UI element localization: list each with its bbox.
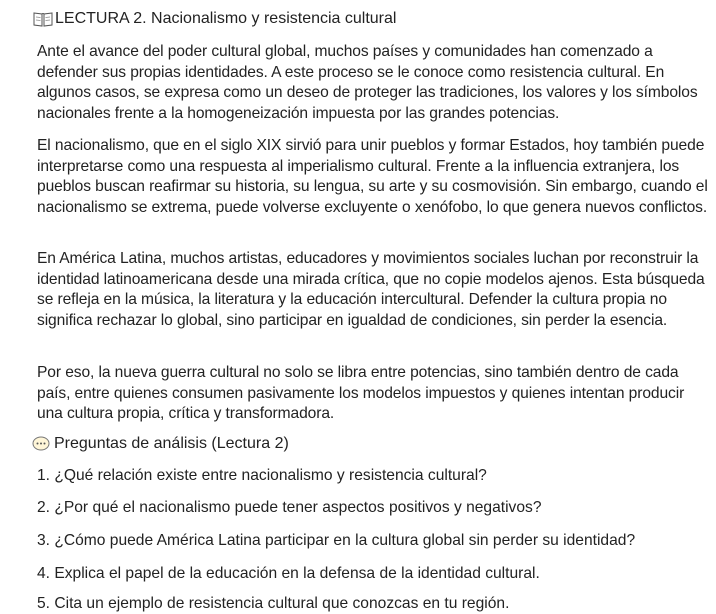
questions-title: Preguntas de análisis (Lectura 2) — [54, 435, 289, 452]
question-item: 5. Cita un ejemplo de resistencia cultural que conozcas en tu región. — [37, 595, 510, 612]
paragraph-4: Por eso, la nueva guerra cultural no solo se libra entre potencias, sino también dentro de cada país, entre quienes consumen pasivamente los modelos impuestos y quienes intentan producir una cultura propia, crítica y transformadora. — [37, 364, 685, 423]
paragraph-2: El nacionalismo, que en el siglo XIX sirvió para unir pueblos y formar Estados, hoy también puede interpretarse como una respuesta al imperialismo cultural. Frente a la influencia extranjera, los pueblos buscan reafirmar su historia, su lengua, su arte y su cosmovisión. Sin embargo, cuando el nacionalismo se extrema, puede volverse excluyente o xenófobo, lo que genera nuevos conflictos. — [37, 137, 708, 216]
speech-bubble-icon — [32, 436, 50, 452]
questions-header — [32, 433, 289, 455]
paragraph-1: Ante el avance del poder cultural global, muchos países y comunidades han comenzado a defender sus propias identidades. A este proceso se le conoce como resistencia cultural. En algunos casos, se expresa como un deseo de proteger las tradiciones, los valores y los símbolos nacionales frente a la homogeneización impuesta por las grandes potencias. — [37, 43, 698, 122]
reading-title: LECTURA 2. Nacionalismo y resistencia cultural — [55, 10, 397, 27]
question-item: 2. ¿Por qué el nacionalismo puede tener aspectos positivos y negativos? — [37, 499, 542, 516]
open-book-icon — [33, 11, 53, 27]
reading-header — [33, 8, 396, 30]
question-item: 1. ¿Qué relación existe entre nacionalismo y resistencia cultural? — [37, 467, 487, 484]
question-item: 4. Explica el papel de la educación en la defensa de la identidad cultural. — [37, 565, 540, 582]
question-item: 3. ¿Cómo puede América Latina participar en la cultura global sin perder su identidad? — [37, 532, 636, 549]
paragraph-3: En América Latina, muchos artistas, educadores y movimientos sociales luchan por reconstruir la identidad latinoamericana desde una mirada crítica, que no copie modelos ajenos. Esta búsqueda se refleja en la música, la literatura y la educación intercultural. Defender la cultura propia no significa rechazar lo global, sino participar en igualdad de condiciones, sin perder la esencia. — [37, 250, 705, 329]
